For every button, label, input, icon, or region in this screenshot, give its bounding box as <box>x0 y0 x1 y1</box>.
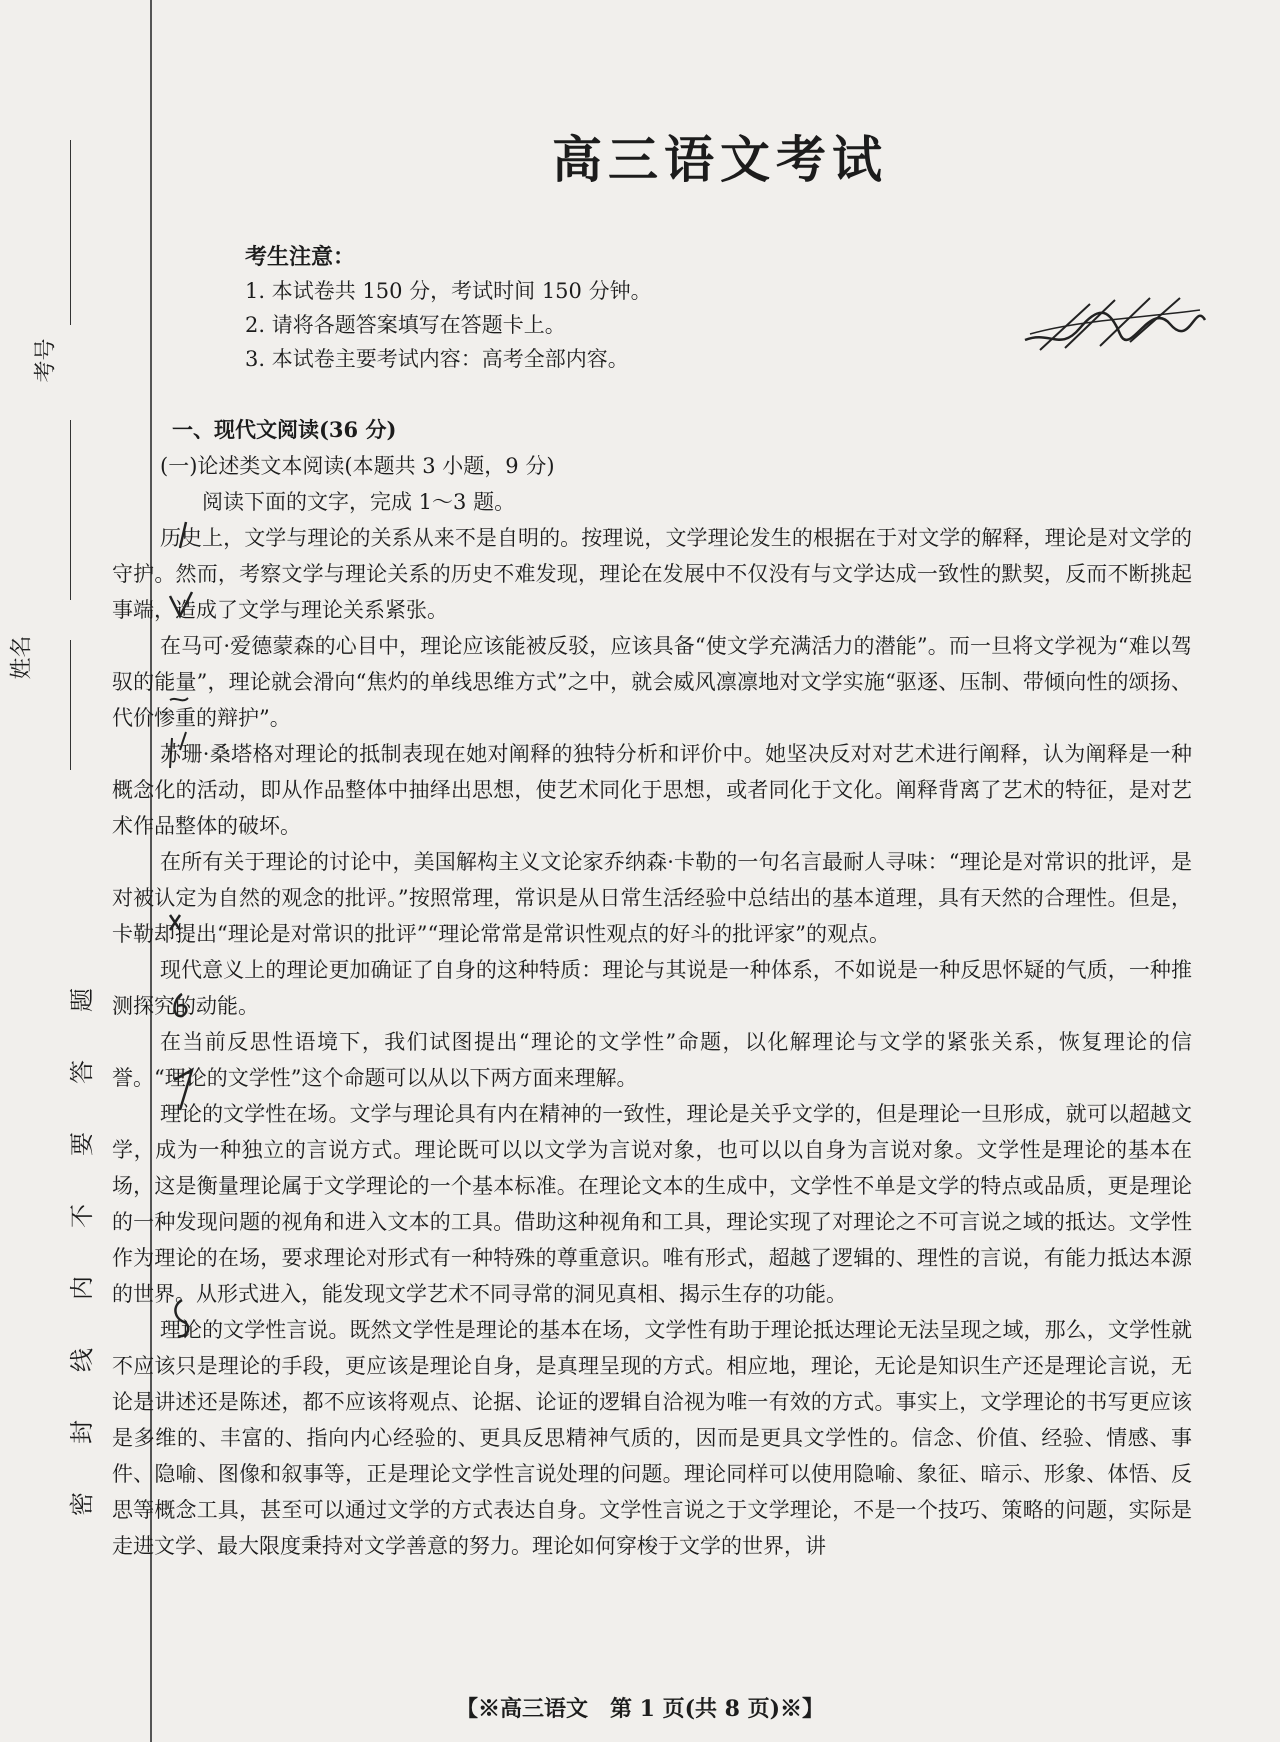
exam-title: 高三语文考试 <box>552 130 888 189</box>
section-heading: 一、现代文阅读(36 分) <box>172 417 397 442</box>
notice-item: 1. 本试卷共 150 分，考试时间 150 分钟。 <box>245 279 652 303</box>
passage-paragraph: 在马可·爱德蒙森的心目中，理论应该能被反驳，应该具备“使文学充满活力的潜能”。而一旦将文学视为“难以驾驭的能量”，理论就会滑向“焦灼的单线思维方式”之中，就会威风凛凛地对文学实施“驱逐、压制、带倾向性的颂扬、代价惨重的辩护”。 <box>112 634 1192 730</box>
seal-char: 封 <box>68 1420 96 1444</box>
reading-section <box>112 412 1192 1564</box>
passage-paragraph: 在所有关于理论的讨论中，美国解构主义文论家乔纳森·卡勒的一句名言最耐人寻味：“理论是对常识的批评，是对被认定为自然的观念的批评。”按照常理，常识是从日常生活经验中总结出的基本道理，具有天然的合理性。但是，卡勒却提出“理论是对常识的批评”“理论常常是常识性观点的好斗的批评家”的观点。 <box>112 850 1192 946</box>
passage-paragraph: 理论的文学性在场。文学与理论具有内在精神的一致性，理论是关乎文学的，但是理论一旦形成，就可以超越文学，成为一种独立的言说方式。理论既可以以文学为言说对象，也可以以自身为言说对象。文学性是理论的基本在场，这是衡量理论属于文学理论的一个基本标准。在理论文本的生成中，文学性不单是文学的特点或品质，更是理论的一种发现问题的视角和进入文本的工具。借助这种视角和工具，理论实现了对理论之不可言说之域的抵达。文学性作为理论的在场，要求理论对形式有一种特殊的尊重意识。唯有形式，超越了逻辑的、理性的言说，有能力抵达本源的世界。从形式进入，能发现文学艺术不同寻常的洞见真相、揭示生存的功能。 <box>112 1102 1192 1306</box>
passage-paragraph: 现代意义上的理论更加确证了自身的这种特质：理论与其说是一种体系，不如说是一种反思怀疑的气质，一种推测探究的动能。 <box>112 958 1192 1018</box>
page-footer: 【※高三语文 第 1 页(共 8 页)※】 <box>455 1696 825 1722</box>
handwritten-margin-marks <box>158 500 218 1400</box>
seal-char: 要 <box>68 1132 96 1156</box>
passage-paragraph: 苏珊·桑塔格对理论的抵制表现在她对阐释的独特分析和评价中。她坚决反对对艺术进行阐释，认为阐释是一种概念化的活动，即从作品整体中抽绎出思想，使艺术同化于思想，或者同化于文化。阐释背离了艺术的特征，是对艺术作品整体的破坏。 <box>112 742 1192 838</box>
seal-char: 不 <box>68 1204 96 1228</box>
notice-item: 3. 本试卷主要考试内容：高考全部内容。 <box>245 347 629 371</box>
exam-no-label: 考号 <box>33 338 59 383</box>
handwritten-scribble <box>1020 290 1210 360</box>
exam-no-field-line <box>70 140 71 325</box>
notice-item: 2. 请将各题答案填写在答题卡上。 <box>245 313 566 337</box>
passage-paragraph: 理论的文学性言说。既然文学性是理论的基本在场，文学性有助于理论抵达理论无法呈现之域，那么，文学性就不应该只是理论的手段，更应该是理论自身，是真理呈现的方式。相应地，理论，无论是知识生产还是理论言说，无论是讲述还是陈述，都不应该将观点、论据、论证的逻辑自洽视为唯一有效的方式。事实上，文学理论的书写更应该是多维的、丰富的、指向内心经验的、更具反思精神气质的，因而是更具文学性的。信念、价值、经验、情感、事件、隐喻、图像和叙事等，正是理论文学性言说处理的问题。理论同样可以使用隐喻、象征、暗示、形象、体悟、反思等概念工具，甚至可以通过文学的方式表达自身。文学性言说之于文学理论，不是一个技巧、策略的问题，实际是走进文学、最大限度秉持对文学善意的努力。理论如何穿梭于文学的世界，讲 <box>112 1318 1192 1558</box>
seal-char: 内 <box>68 1276 96 1300</box>
name-label: 姓名 <box>9 635 35 680</box>
reading-instruction: 阅读下面的文字，完成 1～3 题。 <box>202 490 516 514</box>
candidate-notice <box>245 240 652 376</box>
passage-paragraph: 在当前反思性语境下，我们试图提出“理论的文学性”命题，以化解理论与文学的紧张关系，恢复理论的信誉。“理论的文学性”这个命题可以从以下两方面来理解。 <box>112 1030 1192 1090</box>
seal-char: 题 <box>68 988 96 1012</box>
seal-char: 线 <box>68 1348 96 1372</box>
notice-heading: 考生注意： <box>245 244 356 270</box>
passage-paragraph: 历史上，文学与理论的关系从来不是自明的。按理说，文学理论发生的根据在于对文学的解释，理论是对文学的守护。然而，考察文学与理论关系的历史不难发现，理论在发展中不仅没有与文学达成一致性的默契，反而不断挑起事端，造成了文学与理论关系紧张。 <box>112 526 1192 622</box>
subsection-heading: (一)论述类文本阅读(本题共 3 小题，9 分) <box>160 454 555 478</box>
seal-char: 密 <box>68 1492 96 1516</box>
seal-line-text <box>62 500 102 1526</box>
seal-char: 答 <box>68 1060 96 1084</box>
